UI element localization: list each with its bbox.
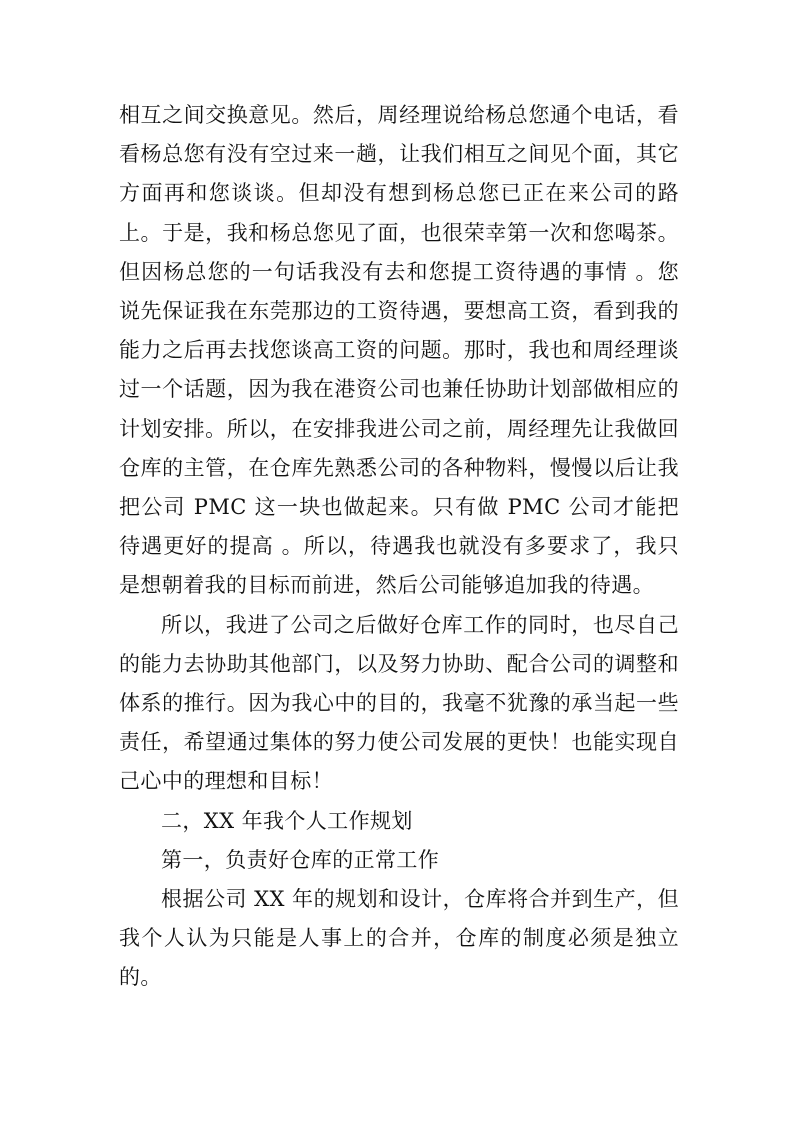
paragraph-continuation: 相互之间交换意见。然后，周经理说给杨总您通个电话，看看杨总您有没有空过来一趟，让我们相互之间见个面，其它方面再和您谈谈。但却没有想到杨总您已正在来公司的路上。于是，我和杨总您见了面，也很荣幸第一次和您喝茶。但因杨总您的一句话我没有去和您提工资待遇的事情 。您说先保证我在东莞那边的工资待遇，要想高工资，看到我的能力之后再去找您谈高工资的问题。那时，我也和周经理谈过一个话题，因为我在港资公司也兼任协助计划部做相应的计划安排。所以，在安排我进公司之前，周经理先让我做回仓库的主管，在仓库先熟悉公司的各种物料，慢慢以后让我把公司 PMC 这一块也做起来。只有做 PMC 公司才能把待遇更好的提高 。所以，待遇我也就没有多要求了，我只是想朝着我的目标而前进，然后公司能够追加我的待遇。 [119,103,679,598]
document-body [119,96,679,998]
paragraph-warehouse-plan: 根据公司 XX 年的规划和设计，仓库将合并到生产，但我个人认为只能是人事上的合并，仓库的制度必须是独立的。 [119,887,679,990]
section-heading-work-plan: 二，XX 年我个人工作规划 [161,808,413,833]
paragraph-work-summary: 所以，我进了公司之后做好仓库工作的同时，也尽自己的能力去协助其他部门，以及努力协助、配合公司的调整和体系的推行。因为我心中的目的，我毫不犹豫的承当起一些责任，希望通过集体的努力使公司发展的更快！也能实现自己心中的理想和目标！ [119,612,679,794]
subsection-heading-warehouse: 第一，负责好仓库的正常工作 [161,847,440,872]
